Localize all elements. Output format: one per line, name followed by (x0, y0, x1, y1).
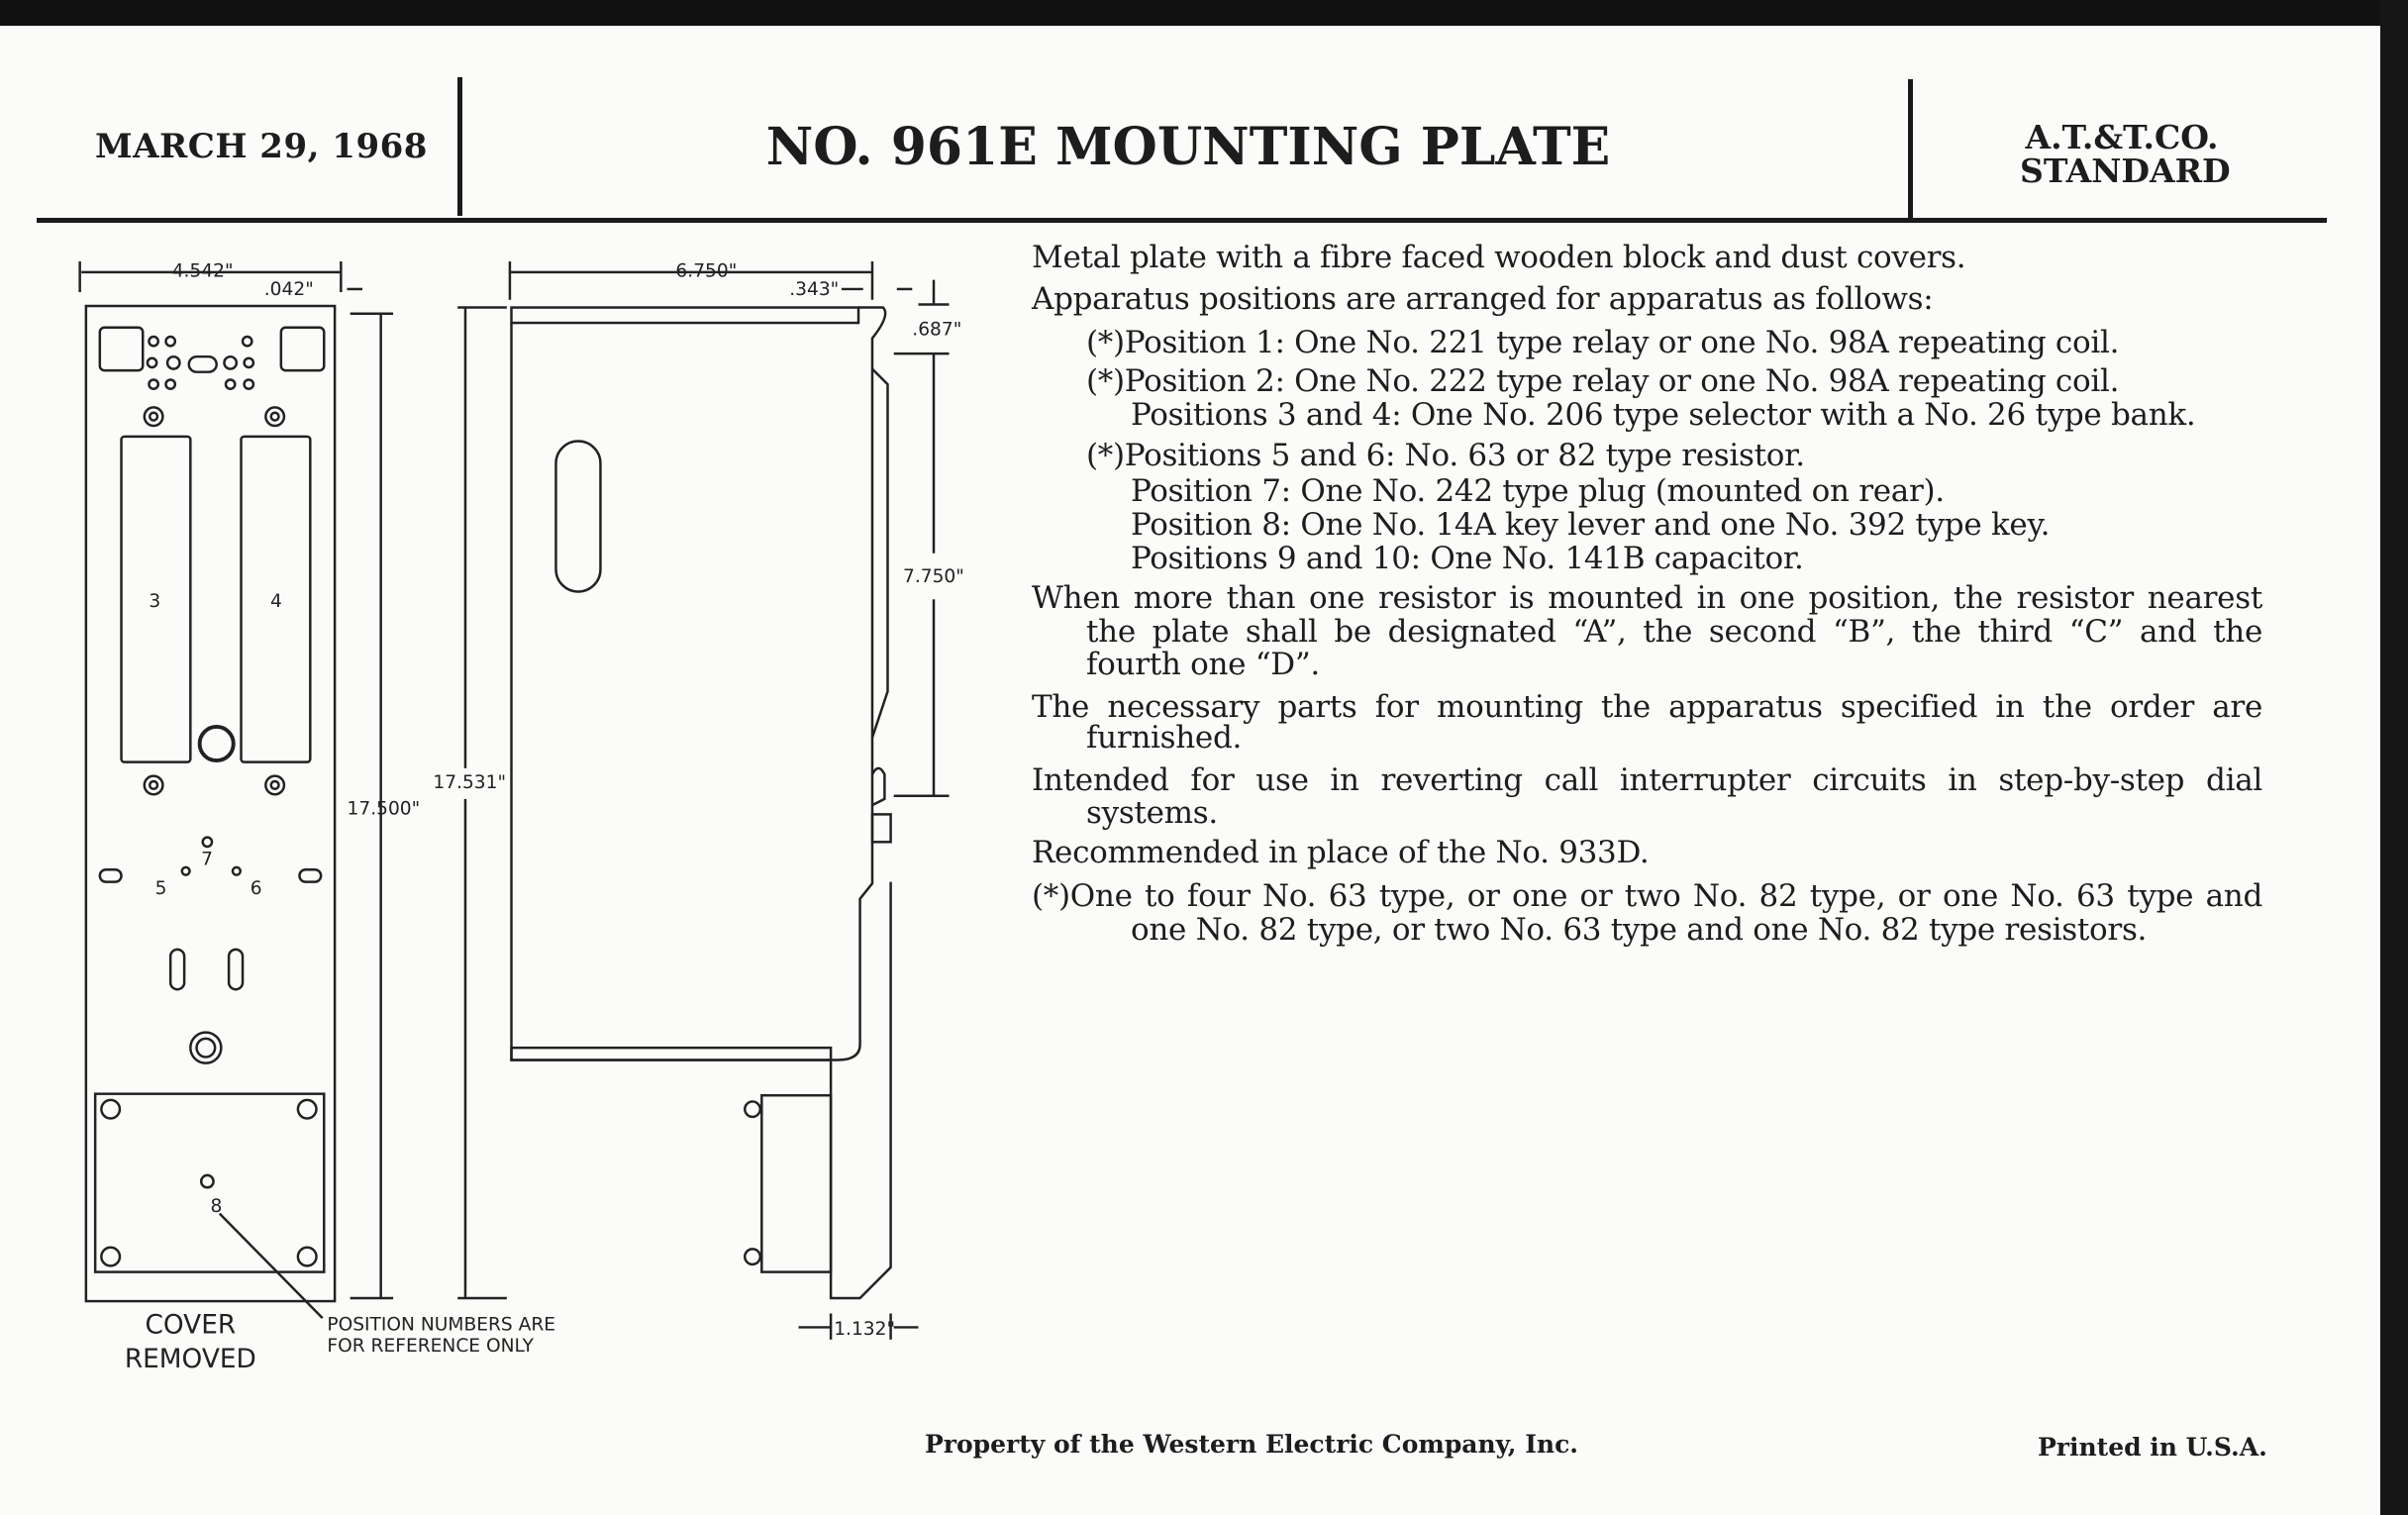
document-date: MARCH 29, 1968 (95, 127, 428, 166)
position-item: Position 8: One No. 14A key lever and one No. 392 type key. (1131, 507, 2051, 543)
description-line: Apparatus positions are arranged for apparatus as follows: (1032, 281, 1934, 317)
position-item: Positions 3 and 4: One No. 206 type selector with a No. 26 type bank. (1131, 397, 2196, 433)
standard-line2: STANDARD (2020, 152, 2231, 190)
footnote-line: (*)One to four No. 63 type, or one or two No. 82 type, or one No. 63 type and (1032, 878, 2262, 914)
side-plate-outline (511, 308, 885, 1060)
position-item: (*)Position 1: One No. 221 type relay or one No. 98A repeating coil. (1086, 325, 2120, 360)
description-line: Recommended in place of the No. 933D. (1032, 835, 1650, 870)
dim-side-width: 6.750" (675, 260, 738, 282)
dim-bottom-depth: 1.132" (834, 1319, 896, 1341)
dim-side-height: 17.531" (433, 772, 507, 794)
footnote-line: one No. 82 type, or two No. 63 type and one No. 82 type resistors. (1131, 912, 2148, 948)
dim-front-offset: .042" (263, 279, 314, 301)
position-label-4: 4 (269, 591, 282, 612)
position-item: (*)Positions 5 and 6: No. 63 or 82 type resistor. (1086, 438, 1805, 473)
standard-line1: A.T.&T.CO. (2025, 118, 2219, 156)
position-label-5: 5 (154, 878, 167, 900)
description-line: Intended for use in reverting call interrupter circuits in step-by-step dial (1032, 762, 2262, 798)
reference-note-line2: FOR REFERENCE ONLY (327, 1336, 534, 1358)
dim-side-offset: .343" (789, 279, 840, 301)
position-item: (*)Position 2: One No. 222 type relay or one No. 98A repeating coil. (1086, 363, 2120, 399)
position-label-6: 6 (250, 878, 262, 900)
description-line: fourth one “D”. (1086, 647, 1320, 682)
printed-notice: Printed in U.S.A. (2038, 1433, 2267, 1462)
cover-removed-line1: COVER (145, 1310, 237, 1341)
position-label-8: 8 (210, 1196, 223, 1218)
dim-front-width: 4.542" (171, 260, 234, 282)
dim-hook-top: .687" (912, 319, 962, 341)
description-line: When more than one resistor is mounted in one position, the resistor nearest (1032, 580, 2262, 616)
description-line: systems. (1086, 795, 1218, 831)
dim-front-height: 17.500" (347, 798, 421, 820)
dim-hook-span: 7.750" (903, 566, 964, 588)
position-label-7: 7 (201, 849, 214, 870)
page-title: NO. 961E MOUNTING PLATE (765, 117, 1611, 177)
front-plate-outline (86, 306, 335, 1301)
description-line: The necessary parts for mounting the apparatus specified in the order are (1032, 689, 2262, 725)
position-item: Positions 9 and 10: One No. 141B capacitor. (1131, 541, 1804, 576)
position-label-3: 3 (149, 591, 161, 612)
position-item: Position 7: One No. 242 type plug (mounted on rear). (1131, 473, 1945, 509)
side-slot (555, 441, 600, 591)
side-plate-top (511, 308, 858, 324)
cover-area (95, 1094, 324, 1272)
description-line: furnished. (1086, 720, 1243, 756)
reference-note-line1: POSITION NUMBERS ARE (327, 1314, 556, 1336)
cover-removed-line2: REMOVED (124, 1344, 256, 1374)
description-line: the plate shall be designated “A”, the second “B”, the third “C” and the (1086, 614, 2262, 650)
property-notice: Property of the Western Electric Company, Inc. (925, 1430, 1579, 1459)
description-line: Metal plate with a fibre faced wooden block and dust covers. (1032, 240, 1966, 275)
